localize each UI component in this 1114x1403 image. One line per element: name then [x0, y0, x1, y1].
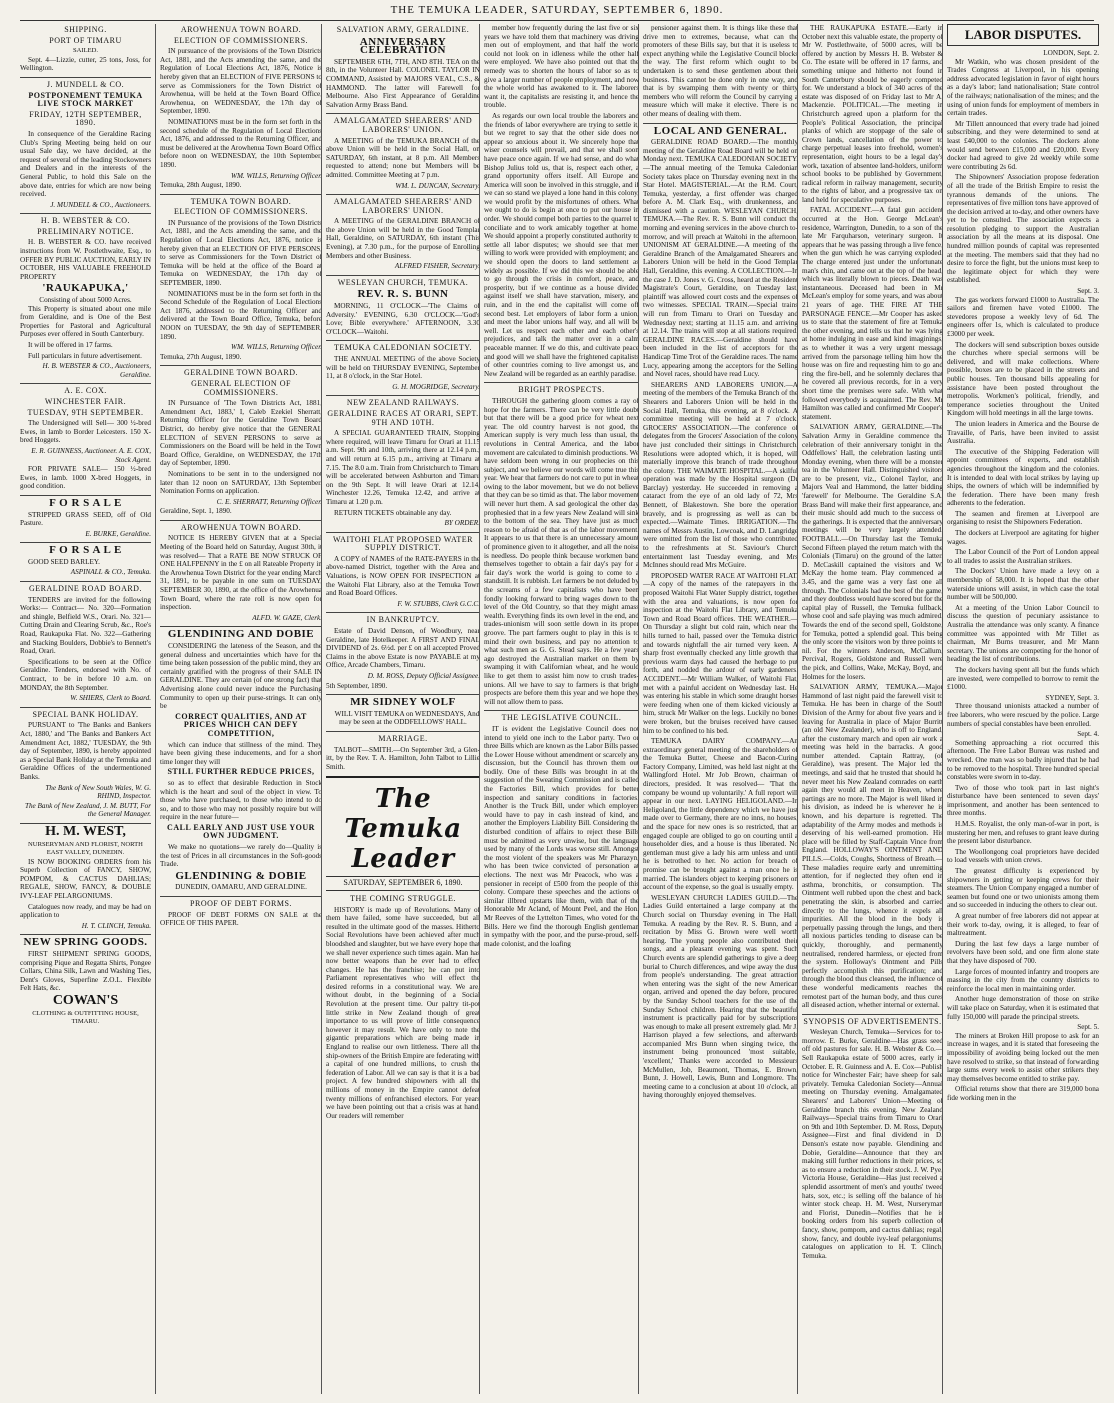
cox-heading: A. E. COX.	[64, 386, 107, 396]
divider	[326, 395, 480, 396]
glendining-correct: CORRECT QUALITIES, AND AT PRICES WHICH CAN DEFY COMPETITION,	[175, 711, 307, 738]
column-3	[321, 24, 480, 1394]
port-heading: PORT OF TIMARU	[49, 35, 122, 45]
wesleyan-heading: WESLEYAN CHURCH, TEMUKA.	[337, 277, 469, 287]
divider	[326, 694, 480, 695]
anniversary-title: ANNIVERSARY CELEBRATION	[359, 35, 447, 57]
divider	[326, 731, 480, 732]
geraldine-body: IN Pursuance of 'The Town Districts Act, 1881, Amendment Act, 1883,' I, Caleb Ezekiel Sherratt, Returning Officer for the Geraldine Town Board District, do hereby give notice that the GENERAL ELECTION of SEVEN PERSONS to serve as Commissioners on the Board will be held in the Town Board Office, Geraldine, on WEDNESDAY, the 17th day of September, 1890.	[160, 399, 322, 468]
for-sale-heading-2: F O R S A L E	[49, 544, 122, 557]
temuka-date: Temuka, 27th August, 1890.	[160, 352, 242, 361]
bankruptcy-date: 5th September, 1890.	[326, 681, 388, 690]
local-body-3: PROPOSED WATER RACE AT WAITOHI FLAT.—A copy of the names of the ratepayers in the proposed Waitohi Flat Water Supply district, together with the area and valuations, is now open for inspection at the Waitohi Flat Library, and Temuka Town and Road Board offices. THE WEATHER.—On Thursday a slight but cold rain, which near the hills turned to hail, passed over the Temuka district and towards nightfall the air turned very keen. A sharp frost eventually checked any little growth that previous warm days had caused the herbage to put forth, and nodded the ardour of early gardeners. ACCIDENT.—Mr William Walker, of Waitohi Flat, met with a painful accident on Wednesday last. He was entering his stable in which some draught horses were feeding when one of them kicked viciously at him, struck Mr Walker on the legs. Luckily no bones were broken, but the bruises received have caused him to be confined to his bed.	[643, 571, 798, 735]
shipping-heading: SHIPPING.	[64, 25, 107, 34]
geraldine-body-2: Nominations to be sent in to the undersigned not later than 12 noon on SATURDAY, 13th September. Nomination Forms on application.	[160, 469, 322, 496]
divider	[326, 612, 480, 613]
labor-body-4: The gas workers forward £1000 to Australia. The sailors and firemen have voted £1000. The stevedores propose a weekly levy of 6d. The engineers offer 1s, which is calculated to produce £3000 per week.	[947, 295, 1099, 338]
glendining-call: CALL EARLY AND JUST USE YOUR OWN JUDGMENT.	[167, 822, 315, 841]
shearers-heading: AMALGAMATED SHEARERS' AND LABORERS' UNION.	[333, 116, 473, 134]
labor-body-5: The dockers will send subscription boxes outside the churches where special sermons will be delivered, and will make collections. Where possible, boxes are to be placed in the streets and public houses. Ten thousand bills appealing for assistance have been posted throughout the metropolis. Workmen's political, friendly, and temperance societies throughout the United Kingdom will hold meetings in all the large towns.	[947, 340, 1099, 418]
mundell-heading: J. MUNDELL & CO.	[46, 79, 125, 89]
column-7	[942, 24, 1099, 1394]
glendining-heading: GLENDINING AND DOBIE	[167, 628, 315, 641]
labor-body-21: During the last few days a large number of revolvers have been sold, and one firm alone state that they have disposed of 700.	[947, 939, 1099, 965]
labor-body-12: At a meeting of the Union Labor Council to discuss the question of pecuniary assistance to Australia the attendance was only scanty. A finance committee was appointed with Mr Tillet as chairman, Mr Burns treasurer, and Mr Mann secretary. The unions are competing for the honor of heading the list of contributions.	[947, 603, 1099, 664]
labor-body-18: The Woollongong coal proprietors have decided to load vessels with union crews.	[947, 847, 1099, 865]
railways-heading: NEW ZEALAND RAILWAYS.	[346, 398, 460, 408]
cowan-heading: COWAN'S	[52, 993, 119, 1008]
private-sale: FOR PRIVATE SALE— 150 ½-bred Ewes, in lamb. 1000 X-bred Hoggets, in good condition.	[20, 465, 151, 491]
local-continued-3: SALVATION ARMY, GERALDINE.—The Salvation Army in Geraldine commence the celebration of their anniversary tonight in the Oddfellows' Hall, the celebration lasting until Monday evening, when there will be a monster tea in the Volunteer Hall. Distinguished visitors are to be present, viz., Colonel Taylor, and Majors Veal and Hammond, the latter bidding 'farewell' for Melbourne. The Geraldine S.A. Brass Band will make their first appearance, and their music should add much to the success of the gatherings. It is expected that the anniversary meetings will be very largely attended. FOOTBALL.—On Thursday last the Temuka Second Fifteen played the return match with the Colonials (Timaru) on the ground of the latter. D. McCaskill captained the visitors and W. McKay the home team. Play commenced at 3.45, and the game was a very fast one all through. The Colonials had the best of the game, and they doubtless would have scored but for the capital play of Russell, the Temuka fullback, whose cool and safe playing was much admired. Towards the end of the second spell, Goldstone, for Temuka, potted a splendid goal. This being the only score the visitors won by three points to nil. For the winners Anderson, McCallum, Percival, Rogers, Goldstone and Russell were the pick, and Collins, Wake, McKay, Boyd, and Holmes for the losers.	[802, 423, 943, 681]
road-board-body-2: Specifications to be seen at the Office Geraldine. Tenders, endorsed with No. of Contract, to be in before 10 a.m. on MONDAY, the 8th September.	[20, 657, 151, 692]
arowhenua-date: Temuka, 28th August, 1890.	[160, 181, 242, 190]
leader-dateline: SATURDAY, SEPTEMBER 6, 1890.	[326, 876, 480, 891]
column-6	[797, 24, 943, 1394]
local-body-5: WESLEYAN CHURCH LADIES GUILD.—The Ladies Guild entertained a large company at the Church social on Thursday evening in The Hall, Temuka. A reading by the Rev. R. S. Bunn, and a recitation by Miss G. Brown were well worth hearing. The young people also contributed their songs, and a pleasant evening was spent. Such Church events are splendid gatherings to give a deep burial to Church differences, and wipe away the dust from people's understanding. The great attraction when entering was the sight of the new American organ, arrived and opened the day before, procured by the Sunday School teachers for the use of the Sunday School children. Hearing that the beautiful instrument is practically paid for by subscriptions was enough to make all present extremely glad. Mr J. Harrison played a few selections, and afterwards accompanied Mrs Bunn when singing twice, the instrument being pronounced 'most suitable,' 'excellent,' Thanks were accorded to Messieurs McMullen, Job, Beaumont, Thomas, E. Brown, Bunn, J. Howell, Lewis, Bunn and Longmore. The meeting came to a conclusion at about 10 o'clock, all having thoroughly enjoyed themselves.	[643, 893, 798, 1100]
geraldine-heading: GERALDINE TOWN BOARD.	[184, 368, 298, 378]
masthead: THE TEMUKA LEADER, SATURDAY, SEPTEMBER 6, 1890.	[20, 4, 1094, 21]
divider	[326, 113, 480, 114]
proof-heading: PROOF OF DEBT FORMS.	[190, 899, 292, 909]
divider	[160, 896, 322, 897]
labor-body-10: The Labor Council of the Port of London appeal to all trades to assist the Australian strikers.	[947, 548, 1099, 565]
local-continued-4: SALVATION ARMY, TEMUKA.—Major Hammond of last night paid the farewell visit to Temuka. He has been in charge of the South Division of the Army for about five years and is leaving for Australia in place of Major Burritt (an old New Zealander), who is off to England, after the customary march and open air work a meeting was held in the barracks. A good number attended. Captain Rattray, (of Geraldine), was present. The Major led the meetings, and said that he trusted that should he never meet his New Zealand comrades on earth again they would all meet in Heaven, where partings are no more. The Major is well liked in his division, as indeed he is wherever he is known, and his departure is regretted. The adaptability of the Army modes and methods is deserving of his well-earned promotion. His place will be filled by Staff-Captain Vince from England. HOLLOWAY'S OINTMENT AND PILLS.—Colds, Coughs, Shortness of Breath.—These maladies require early and unremitting attention, for if neglected they often end in asthma, bronchitis, or consumption. The Ointment well rubbed upon the chest and back, penetrating the skin, is absorbed and carried directly to the lungs, whence it expels all impurities. All the blood in the body is perpetually passing through the lungs, and there all noxious particles tending to disease can be quickly, thoroughly, and permanently neutralised, rendered harmless, or ejected from the system. Holloway's Ointment and Pills perfectly accomplish this purification; and through the blood thus cleansed, the influence of these wonderful medicaments reaches the remotest part of the human body, and thus cures all diseased action, whether internal or external.	[802, 683, 943, 1010]
temuka-election: ELECTION OF COMMISSIONERS.	[173, 207, 309, 217]
glendining-body-2: which can induce that stillness of the mind. They have been giving these inducements, and for a short time longer they will	[160, 740, 322, 766]
caledonian-body: THE ANNUAL MEETING of the above Society will be held on THURSDAY EVENING, September 11, at 8 o'clock, in the Star Hotel.	[326, 355, 480, 381]
local-body-2: SHEARERS AND LABORERS UNION.—A meeting of the members of the Temuka Branch of the Shearers and Laborers Union will be held in the Social Hall, Temuka, this evening, at 8 o'clock. A committee meeting will be held at 7 o'clock. GROCERS' ASSOCIATION.—The conference of delegates from the Grocers' Association of the colony have just concluded their sittings in Christchurch. Resolutions were adopted which, it is hoped, will materially improve this branch of trade throughout the colony. THE WAIMATE HOSPITAL.—A skilful operation was made by the Hospital surgeon (Dr Barclay) yesterday. He succeeded in removing a cataract from the eye of an old lady of 72, Mrs Bennett, of Blakestown. She bore the operation bravely, and is progressing as well as can be expected.—Waimate Times. IRRIGATION.—The names of Messrs Austin, Lowcoak, and D. Langridge were omitted from the list of those who contributed to the refreshments at St. Saviour's Church entertainment last Tuesday evening, and Mrs McInnes should read Mrs McGuire.	[643, 380, 798, 570]
local-general-heading: LOCAL AND GENERAL.	[653, 124, 788, 137]
wesleyan-rev: REV. R. S. BUNN	[357, 288, 449, 301]
divider	[20, 213, 151, 214]
divider	[326, 194, 480, 195]
column-1	[20, 24, 151, 1394]
council-body: IT is evident the Legislative Council does not intend to yield one inch to the Labor party. Two or three Bills which are known as the Labor Bills passed the Lower House without amendment or scarcely any discussion, but the Council has thrown them out bodily. One of these Bills was brought in at the suggestion of the Sweating Commission and is called the Factories Bill, which provides for better inspection and sanitary conditions in factories. Another is the Truck Bill, under which employers would have to pay in cash instead of kind, and another the Employers Liability Bill. Considering the disturbed condition of affairs to reject these Bills must be admitted as very unwise, but the language used by many of the Lords was worse still. Amongst the most violent of the speakers was Mr Pharazyn, who has been twice convicted of personation at elections. The next was Mr Peacock, who was a pensioner in receipt of £500 from the people of this colony. Compare these speeches and the actions of similar illbred upstarts like them, with that of the Honorable Mr Acland, of Mount Peel, and the Hon. Mr Reeves of the Lyttelton Times, who voted for the Bills. Here we find the thorough English gentleman in sympathy with the poor, and the purse-proud, self-made colonist, and the loafing	[484, 724, 639, 948]
shearers-body: A MEETING of the TEMUKA BRANCH of the above Union will be held in the Social Hall, on SATURDAY, 6th instant, at 8 p.m. All Members requested to attend; none but Members will be admitted. Committee Meeting at 7 p.m.	[326, 136, 480, 179]
prospects-body: THROUGH the gathering gloom comes a ray of hope for the farmers. There can be very little doubt but that there will be a good price for wheat next year. The old country harvest is not good, the American supply is very much less than usual, the revolutions in Central America, and the labor movement are calculated to diminish productions. We have seldom been wrong in our prophecies on this subject, and we believe our words will come true this year. We hear that farmers do not care to put in wheat owing to the labor movement, but we do not believe that they can be so timid as that. The labor movement will never hurt them. A sad geological the other day prophesied that in a few years New Zealand will sink to the bottom of the sea. They have just as much reason to be afraid of that as of the labor movement. It appears to us that there is an unnecessary amount of prominence given to it altogether, and all the noise is needless. Do people think because workmen band themselves together to obtain a fair day's pay for a fair day's work the world is going to come to a standstill. It is rubbish. Let farmers be not deluded by the screams of a few capitalists who have been fondly looking forward to bring wages down to the level of the Old Country, so that they might amass wealth. Everything finds its own level in the end, and trades-unionism will soon settle down in its proper groove. The part farmers ought to play in this is to mind their own business, and pay no attention to what such men as G. G. Stead says. He a few years ago destroyed the Australian market on them by swamping it with Californian wheat, and he would like to get them to assist him now to crush trades-unions. All we have to say to farmers is that bright prospects are before them this year and we hope they will not allow them to pass.	[484, 396, 639, 706]
labor-disputes-heading: LABOR DISPUTES.	[947, 24, 1099, 46]
railways-body-2: RETURN TICKETS obtainable any day.	[334, 508, 452, 517]
shearers-signature: WM. L. DUNCAN, Secretary.	[395, 181, 480, 190]
editorial-body-2: As regards our own local trouble the laborers and the friends of labor everywhere are trying to settle it, but we regret to say that the other side does not appear so anxious about it. We sincerely hope that wiser counsels will prevail, and that we shall soon have peace once again. If we had sense, and do what Bishop Julius told us, that is, respect each other, a grand opportunity offers itself. All Europe and America will soon be involved in this struggle, and if we can so stand we played a lone hand in this colony, we would profit by the misfortunes of others. What we ought to do is begin at once to put our house in order. We should compel both parties to the quarrel to conciliate and to work amicably together at home. We should appoint a properly constituted authority to settle all labor disputes; we should see that men willing to work were provided with employment; and we should open the doors to land settlement as widely as possible. If we did this we should be able to go through the crisis in comfort, peace, and prosperity, but if we continue as a house divided against itself we shall have starvation, misery, and ruin, and in the end the capitalist will come off second best. Let employers of labor form a union, and meet the labor unions half way, and all will be well. Let us respect each other and each other's prejudices, and talk the matter over in a calm peaceable manner. If we do this, and cultivate peace and good will we shall have the frightened capitalists of other countries coming to live amongst us, and New Zealand will be regarded as an earthly paradise.	[484, 111, 639, 378]
for-sale-signature: E. BURKE, Geraldine.	[85, 529, 151, 538]
temuka-body-2: NOMINATIONS must be in the form set forth in the Second Schedule of the Regulation of Local Elections Act 1876, addressed to the Returning Officer and delivered at the Town Board Office, Temuka, before NOON on TUESDAY, the 9th day of SEPTEMBER, 1890.	[160, 289, 322, 341]
labor-body-15: Something approaching a riot occurred this afternoon. The Free Labor Bureau was rushed and wrecked. One man was so badly injured that he had to be removed to the hospital. Three hundred special constables were sworn in to-day.	[947, 738, 1099, 782]
arowhenua-body-2: NOMINATIONS must be in the form set forth in the second schedule of the Regulation of Local Elections Act, 1876, and addressed to the Returning Officer, and must be delivered at the Arowhenua Town Board Office before noon on WEDNESDAY, the 10th September, 1890.	[160, 117, 322, 169]
railways-body: A SPECIAL GUARANTEED TRAIN, Stopping where required, will leave Timaru for Orari at 11.15 a.m. Sept. 9th and 10th, arriving there at 12.14 p.m.; and will return at 6.15 p.m., arriving at Timaru at 7.15. The 8.0 a.m. Train from Christchurch to Timaru will be accelerated between Ashburton and Timaru on the 9th Sept. It will leave Orari at 12.14, Winchester 12.26, Temuka 12.42, and arrive at Timaru at 1.20 p.m.	[326, 429, 480, 506]
labor-body-2: Mr Tillett announced that every trade had joined subscribing, and they were determined to send at least £40,000 to the colonies. The dockers alone would send between £15,000 and £20,000. Every docker had agreed to give 2d weekly while some were contributing 2s 6d.	[947, 119, 1099, 171]
wesleyan-body: MORNING, 11 O'CLOCK—'The Claims of Adversity.' EVENING, 6.30 O'CLOCK—'God's Love; Bible everywhere.' AFTERNOON, 3.30 O'CLOCK—Waitohi.	[326, 302, 480, 336]
preliminary-body-2: This Property is situated about one mile from Geraldine, and is One of the Best Properties for Pastoral and Agricultural Purposes ever offered in South Canterbury.	[20, 304, 151, 339]
wolf-heading: MR SIDNEY WOLF	[350, 696, 456, 709]
divider	[20, 77, 151, 78]
raukapuka-title: 'RAUKAPUKA,'	[42, 282, 129, 295]
arowhenua-rate-body: NOTICE IS HEREBY GIVEN that at a Special Meeting of the Board held on Saturday, August 30th, it was resolved— That a RATE BE NOW STRUCK OF ONE HALFPENNY in the £ on all Rateable Property in the Arowhenua Town District for the year ending March 31, 1891, to be payable in one sum on TUESDAY, SEPTEMBER 30, 1890, at the office of the Arowhenua Town Board, where the rate roll is now open for inspection.	[160, 534, 322, 612]
sept3-dateline: Sept. 3.	[1077, 287, 1099, 296]
for-sale-body: STRIPPED GRASS SEED, off of Old Pasture.	[20, 510, 151, 528]
labor-body-24: The miners at Broken Hill propose to ask for an increase in wages, and it is stated that foreseeing the impossibility of avoiding being locked out the men have resolved to strike, so that instead of forwarding large sums every week to assist other strikers they may themselves become entitled to strike pay.	[947, 1031, 1099, 1083]
winchester-date: TUESDAY, 9TH SEPTEMBER.	[27, 407, 144, 417]
preliminary-heading: PRELIMINARY NOTICE.	[37, 226, 134, 236]
webster-heading: H. B. WEBSTER & CO.	[40, 216, 131, 226]
glendining-body: CONSIDERING the lateness of the Season, and the general dulness and uncertainties which have for the time being taken possession of the public mind, they are certainly gratified with the progress of their SALE IN GERALDINE. They are certain (of one strong fact) that Advertising alone could never induce the Purchasing Community to open up their purse-strings. It can only be	[160, 642, 322, 711]
labor-body-11: The Dockers' Union have made a levy on a membership of 58,000. It is hoped that the other waterside unions will assist, in which case the total number will be 500,000.	[947, 567, 1099, 602]
shearers-2-body: A MEETING of the GERALDINE BRANCH of the above Union will be held in the Good Templar Hall, Geraldine, on SATURDAY, 6th instant (This Evening), at 7.30 p.m., for the purpose of Enrolling Members and other Business.	[326, 217, 480, 260]
postponement-heading: POSTPONEMENT TEMUKA LIVE STOCK MARKET	[28, 90, 143, 109]
postponement-date: FRIDAY, 12TH SEPTEMBER, 1890.	[29, 109, 142, 128]
divider	[20, 542, 151, 543]
road-board-heading: GERALDINE ROAD BOARD.	[29, 584, 142, 594]
labor-body-8: The seamen and firemen at Liverpool are organising to resist the Shipowners Federation.	[947, 509, 1099, 527]
temuka-signature: WM. WILLS, Returning Officer.	[230, 343, 322, 352]
labor-body-3: The Shipowners' Association propose federation of all the trade of the British Empire to resist the tyrannous demands of the unions. The representatives of five million tons have approved of the decision arrived at to-day, and other owners have yet to be consulted. The association expects a resolution pledging to support the Australian association by all the means at its disposal. One hundred million pounds of capital was represented at the meeting. The members said that they had no desire to force the fight, but the unions must keep to the legitimate object for which they were established.	[947, 173, 1099, 285]
editorial-body: member how frequently during the last five or six years we have told them that machinery was driving men out of employment, and that half the world could not look on in idleness while the other half were employed. We have also pointed out that the remedy was to shorten the hours of labor so as to give a larger number of people employment, and now the whole world has awakened to it. The laborers want it, the capitalists are resisting it, and hence the trouble.	[484, 24, 639, 110]
bankruptcy-heading: IN BANKRUPTCY.	[366, 615, 440, 625]
road-board-body: TENDERS are invited for the following Works:— Contract— No. 320—Formation and shingle, Belfield W.S., Orari. No. 321—Cutting Drain and Clearing Scrub, &c., Roe's Road, Raukapuka Flat. No. 322—Gathering and Stacking Boulders, Dobbie's to Bennett's Road, Orari.	[20, 595, 151, 656]
bankruptcy-body: Estate of David Denson, of Woodbury, near Geraldine, late Hotelkeeper. A FIRST AND FINAL DIVIDEND of 2s. 6½d. per £ on all accepted Proved Claims in the above Estate is now PAYABLE at my Office, Arcade Chambers, Timaru.	[326, 627, 480, 670]
bank-holiday-heading: SPECIAL BANK HOLIDAY.	[32, 709, 139, 719]
postponement-body: In consequence of the Geraldine Racing Club's Spring Meeting being held on our usual Sale day, we have decided, at the request of several of the leading Stockowners and Dealers and in the interests of the General Public, to hold this Sale on the above date, entries for which are now being received.	[20, 129, 151, 199]
salvation-body: SEPTEMBER 6TH, 7TH, AND 8TH. TEA on the 8th, in the Volunteer Hall. COLONEL TAYLOR IN COMMAND, Assisted by MAJORS VEAL, C.S., & HAMMOND. The latter will Farewell for Melbourne. Also First Appearance of Geraldine Salvation Army Brass Band.	[326, 57, 480, 109]
salvation-heading: SALVATION ARMY, GERALDINE.	[336, 25, 470, 34]
winchester-body: The Undersigned will Sell— 300 ½-bred Ewes, in lamb to Border Leicesters. 150 X-bred Hoggets.	[20, 419, 151, 445]
shearers-2-heading: AMALGAMATED SHEARERS' AND LABORERS' UNION.	[333, 197, 473, 215]
prospects-heading: BRIGHT PROSPECTS.	[518, 385, 605, 395]
spring-goods-heading: NEW SPRING GOODS.	[23, 936, 148, 949]
caledonian-signature: G. H. MOGRIDGE, Secretary.	[392, 382, 480, 391]
council-continued: pensioner against them. It is things like these that drive men to extremes, because, what can the promoters of these Bills say, but that it is useless to expect anything while the Legislative Council blocks the way. The first reform which ought to be undertaken is to send these gentlemen about their business. This cannot be done only in one way, and that is by swamping them with twenty or thirty members who will reform the Council by carrying a measure which will make it elective. There is no other means of dealing with them.	[643, 24, 798, 118]
preliminary-body-4: Full particulars in future advertisement.	[28, 351, 142, 360]
divider	[484, 710, 639, 711]
bank-holiday-body: PURSUANT to 'The Banks and Bankers Act, 1880,' and 'The Banks and Bankers Act Amendment Act, 1882,' TUESDAY, the 9th day of September, 1890, is hereby appointed as a Special Bank Holiday at the Temuka and Geraldine Offices of the undermentioned Banks.	[20, 721, 151, 781]
synopsis-body: Wesleyan Church, Temuka—Services for to-morrow. E. Burke, Geraldine—Has grass seed off old pastures for sale. H. B. Webster & Co.—Sell Raukapuka estate of 5000 acres, early in October. E. R. Guinness and A. E. Cox—Publish notice for Winchester Fair; have sheep for sale privately. Temuka Caledonian Society—Annual meeting on Thursday evening. Amalgamated Shearers' and Laborers' Union—Meeting of Geraldine branch this evening. New Zealand Railways—Special trains from Timaru to Orari on 9th and 10th September. D. M. Ross, Deputy Assignee—First and final dividend in D. Denson's estate now payable. Glendining and Dobie, Geraldine—Announce that they are making still further reductions in their prices, so as to ensure a reduction in their stock. J. W. Pye, Victoria House, Geraldine—Has just received a splendid assortment of men's and youths' tweed hats, sox, etc.; is selling off the balance of his winter stock cheap. H. M. West, Nurseryman and Florist, Dunedin—Notifies that he is booking orders from his superb collection of fancy, show, pompom, and cactus dahlias; regal, show, fancy, and double ivy-leaf pelargoniums; catalogues on application to H. T. Clinch, Temuka.	[802, 1028, 943, 1260]
arowhenua-body: IN pursuance of the provisions of the Town Districts Act, 1881, and the Acts amending the same, and the Regulation of Local Elections Act, 1876, Notice is hereby given that an ELECTION of FIVE PERSONS to serve as Commissioners for the Town District of Arowhenua, will be held at the Town Board Office, Arowhenua, on WEDNESDAY, the 17th day of September, 1890.	[160, 47, 322, 116]
winchester-signature: E. R. GUINNESS, Auctioneer. A. E. COX, Stock Agent.	[31, 446, 151, 464]
postponement-signature: J. MUNDELL & CO., Auctioneers.	[50, 200, 151, 209]
synopsis-heading: SYNOPSIS OF ADVERTISEMENTS.	[803, 1016, 942, 1026]
spring-goods-body: FIRST SHIPMENT SPRING GOODS, comprising Pique and Regatta Shirts, Pongee Collars, China Silk, Lawn and Washing Ties, Dent's Gloves, Superfine Z.O.L. Flexible Felt Hats, &c.	[20, 950, 151, 993]
sailed-label: SAILED.	[72, 47, 99, 55]
arowhenua-rate-signature: ALFD. W. GAZE, Clerk.	[252, 613, 322, 622]
arowhenua-rate-heading: AROWHENUA TOWN BOARD.	[180, 522, 302, 532]
local-body: GERALDINE ROAD BOARD.—The monthly meeting of the Geraldine Road Board will be held on Monday next. TEMUKA CALEDONIAN SOCIETY.—The annual meeting of the Temuka Caledonian Society takes place on Thursday evening next in the Star Hotel. MAGISTERIAL.—At the R.M. Court, Temuka, yesterday, a first offender was charged before A. M. Clark Esq., with drunkenness, and dismissed with a caution. WESLEYAN CHURCH, TEMUKA.—The Rev. R. S. Bunn will conduct the morning and evening services in the above church to-morrow, and will preach at Waitohi in the afternoon. UNIONISM AT GERALDINE.—A meeting of the Geraldine Branch of the Amalgamated Shearers and Laborers Union will be held in the Good Templar Hall, Geraldine, this evening. A COLLECTION.—In the case J. D. Jones v. G. Cross, heard at the Resident Magistrate's Court, Geraldine, on Tuesday last, plaintiff was allowed court costs and the expenses of two witnesses. SPECIAL TRAIN.—Special trains will run from Timaru to Orari on Tuesday and Wednesday next; starting at 11.15 a.m. and arriving at 12.14. The trains will stop at all stations required. GERALDINE RACES.—Geraldine should have been included in the list of acceptors for the Handicap Time Trot of the Geraldine races. The name Lucy, appearing among the acceptors for the Selling and Novel races, should have read Lucy.	[643, 138, 798, 379]
temuka-body: IN Pursuance of the provisions of the Town Districts Act, 1881, and the Acts amending the same, and the Regulation of Local Elections Act, 1876, notice is hereby given that an ELECTION OF FIVE PERSONS, to serve as Commissioners for the Town District of Temuka will be held at the office of the Board at Temuka on WEDNESDAY, the 17th day of SEPTEMBER, 1890.	[160, 218, 322, 288]
labor-body-25: Official returns show that there are 319,000 bona fide working men in the	[947, 1085, 1099, 1102]
preliminary-signature: H. B. WEBSTER & CO., Auctioneers, Geraldine.	[42, 362, 151, 379]
wolf-body: WILL VISIT TEMUKA on WEDNESDAYS, And may be seen at the ODDFELLOWS' HALL.	[334, 709, 480, 727]
for-sale-body-2: GOOD SEED BARLEY.	[28, 557, 100, 566]
divider	[326, 340, 480, 341]
labor-body-13: The dockers having spent all but the funds which are invested, were compelled to borrow to remit the £1000.	[947, 665, 1099, 692]
bank-nsw-signature: The Bank of New South Wales, W. G. RHIND, Inspector.	[45, 783, 151, 801]
column-4	[479, 24, 639, 1394]
divider	[20, 383, 151, 384]
for-sale-signature-2: ASPINALL & CO., Temuka.	[70, 568, 151, 577]
west-signature: H. T. CLINCH, Temuka.	[81, 921, 151, 930]
labor-body-9: The dockers at Liverpool are agitating for higher wages.	[947, 529, 1099, 546]
winchester-heading: WINCHESTER FAIR.	[44, 396, 127, 406]
arowhenua-signature: WM. WILLS, Returning Officer.	[230, 171, 322, 180]
local-body-4: TEMUKA DAIRY COMPANY.—An extraordinary general meeting of the shareholders of the Temuka Butter, Cheese and Bacon-Curing Factory Company, Limited, was held last night at the Wallingford Hotel. Mr Job Brown, chairman of directors, presided. It was resolved— 'That the company be wound up voluntarily.' A full report will appear in our next. LAYING HELIGOLAND.—In Heligoland, the little dependency which we have just made over to Germany, there are no inns, no houses, and the space for new ones is so restricted, that an engaged couple are obliged to go on courting until a householder dies, and a house is thus liberated. No gentleman must give a lady his arm unless and until he is betrothed to her. No action for breach of promise can be brought against a man once he is married. The islanders object to keeping prisoners on account of the expense, so the goal is usually empty.	[643, 737, 798, 892]
sept4-dateline: Sept. 4.	[1077, 730, 1099, 739]
divider	[20, 934, 151, 935]
divider	[160, 520, 322, 521]
cowan-subtitle: CLOTHING & OUTFITTING HOUSE, TIMARU.	[32, 1009, 139, 1026]
divider	[20, 707, 151, 708]
marriage-heading: MARRIAGE.	[378, 733, 428, 743]
divider	[326, 275, 480, 276]
temuka-heading: TEMUKA TOWN BOARD.	[190, 196, 292, 206]
preliminary-body: H. B. WEBSTER & CO. have received instructions from W. Postlethwaite, Esq., to OFFER BY PUBLIC AUCTION, EARLY IN OCTOBER, HIS VALUABLE FREEHOLD PROPERTY	[20, 238, 151, 281]
newspaper-title: The Temuka Leader	[344, 784, 462, 875]
divider	[643, 123, 798, 124]
labor-body: Mr Watkin, who was chosen president of the Trades Congress at Liverpool, in his opening address advocated legislation in favor of eight hours as a day's labor; land nationalisation; State control of the railways; nationalisation of the mines; and the using of union funds for employment of members in certain trades.	[947, 57, 1099, 118]
arowhenua-heading: AROWHENUA TOWN BOARD.	[180, 25, 302, 34]
labor-body-20: A great number of free laborers did not appear at their work to-day, owing, it is alleged, to fear of maltreatment.	[947, 912, 1099, 938]
west-subtitle: NURSERYMAN AND FLORIST, NORTH EAST VALLEY, DUNEDIN.	[28, 840, 143, 857]
divider	[20, 581, 151, 582]
council-heading: THE LEGISLATIVE COUNCIL.	[501, 713, 622, 723]
labor-body-7: The executive of the Shipping Federation will appoint committees of experts, and establish agencies throughout the kingdom and the colonies. It is intended to deal with local strikes by laying up ships, the owners of which will be indemnified by the federation. There have been many fresh adherents to the federation.	[947, 447, 1099, 508]
waitohi-body: A COPY of NAMES of the RATE-PAYERS in the above-named District, together with the Area and Valuations, is NOW OPEN FOR INSPECTION at the Waitohi Flat Library, also at the Temuka Town and Road Board Offices.	[326, 554, 480, 598]
geraldine-signature: C. E. SHERRATT, Returning Officer.	[216, 497, 322, 506]
labor-body-6: The union leaders in America and the Bourse de Travaille, of Paris, have been invited to assist Australia.	[947, 419, 1099, 446]
glendining-still: STILL FURTHER REDUCE PRICES,	[167, 767, 315, 777]
labor-body-23: Another huge demonstration of those on strike will take place on Saturday, when it is estimated that fully 150,000 will parade the principal streets.	[947, 995, 1099, 1021]
waitohi-signature: F. W. STUBBS, Clerk G.C.C.	[397, 599, 480, 608]
shearers-2-signature: ALFRED FISHER, Secretary.	[394, 262, 480, 271]
sept5-dateline: Sept. 5.	[1077, 1023, 1099, 1032]
geraldine-date: Geraldine, Sept. 1, 1890.	[160, 507, 232, 516]
column-2	[155, 24, 322, 1394]
divider	[160, 365, 322, 366]
west-body: IS NOW BOOKING ORDERS from his Superb Collection of FANCY, SHOW, POMPOM, & CACTUS DAHLIAS; REGALE, SHOW, FANCY, & DOUBLE IVY-LEAF PELARGONIUMS.	[20, 857, 151, 901]
struggle-body: HISTORY is made up of Revolutions. Many of them have failed, some have succeeded, but all resulted in the ultimate good of the masses. Hitherto Social Revolutions have been achieved after much bloodshed and slaughter, but we have every hope that we shall never experience such times again. Man has now better weapons than he ever had to effect changes. He has the franchise; he can put into Parliament representatives who will effect the desired reforms in a constitutional way. We are, without doubt, in the beginning of a Social Revolution at the present time. Our paltry tit-pot little strike in New Zealand though of great importance to us will prove of little consequence however it may result. We have only to note the gigantic preparations which are being made in England to realise our own littleness. There all the ship-owners of the British Empire are federating with a capital of one hundred millions, to crush the federation of Labor. All we can say is that it is a bad project. A few hundred shipowners with all the millions of money in the Empire cannot defeat twenty millions of enfranchised electors. For years we have been pointing out that a crisis was at hand. Our readers will remember	[326, 905, 480, 1120]
labor-body-14: Three thousand unionists attacked a number of free laborers, who were rescued by the police. Large numbers of special constables have been enrolled.	[947, 702, 1099, 728]
preliminary-body-3: It will be offered in 17 farms.	[28, 341, 113, 349]
road-board-signature: W. SHIERS, Clerk to Board.	[70, 694, 151, 703]
railways-subtitle: GERALDINE RACES AT ORARI, SEPT. 9TH AND 10TH.	[327, 408, 479, 427]
glendining-subtitle: DUNEDIN, OAMARU, AND GERALDINE.	[175, 883, 307, 892]
railways-signature: BY ORDER.	[444, 519, 480, 528]
glendining-body-3: so as to effect that desirable Reduction in Stock which is the heart and soul of the object in view. To those who have purchased, to those who intend to do so, and to those who may not possibly require but will require in the near future—	[160, 778, 322, 822]
divider	[326, 532, 480, 533]
divider	[326, 776, 480, 778]
bank-nz-signature: The Bank of New Zealand, J. M. BUTT, For the General Manager.	[24, 801, 151, 819]
struggle-heading: THE COMING STRUGGLE.	[350, 893, 456, 903]
glendining-signature: GLENDINING & DOBIE	[175, 869, 307, 882]
geraldine-election: GENERAL ELECTION OF COMMISSIONERS.	[191, 378, 291, 397]
bankruptcy-signature: D. M. ROSS, Deputy Official Assignee.	[367, 672, 480, 680]
west-heading: H. M. WEST,	[45, 823, 126, 839]
glendining-body-4: We make no quotations—we rarely do—Quality is the test of Prices in all circumstances in the Soft-goods Trade.	[160, 843, 322, 869]
london-dateline: LONDON, Sept. 2.	[1043, 49, 1099, 57]
labor-body-16: Two of those who took part in last night's disturbance have been sentenced to seven days' imprisonment, and another has been sentenced to three months.	[947, 783, 1099, 818]
divider	[802, 1014, 943, 1015]
divider	[160, 626, 322, 627]
divider	[20, 495, 151, 496]
waitohi-heading: WAITOHI FLAT PROPOSED WATER SUPPLY DISTRICT.	[333, 534, 473, 553]
divider	[160, 194, 322, 195]
labor-body-22: Large forces of mounted infantry and troopers are massing in the city from the country districts to reinforce the local men in maintaining order.	[947, 967, 1099, 993]
labor-body-19: The greatest difficulty is experienced by shipowners in getting or keeping crews for their steamers. The Union Company engaged a number of seamen but found one or two unionists among them and so succeeded in inducing the others to clear out.	[947, 867, 1099, 910]
proof-body: PROOF OF DEBT FORMS ON SALE at the OFFICE OF THIS PAPER.	[160, 910, 322, 928]
sydney-dateline: SYDNEY, Sept. 3.	[1045, 693, 1099, 702]
sailing-text: Sept. 4—Lizzie, cutter, 25 tons, Joss, for Wellington.	[20, 55, 151, 73]
local-continued-2: FATAL ACCIDENT.—A fatal gun accident occurred at the Hon. George McLean's residence, Warrington, Dunedin, to a son of the late Mr Farquharson, veterinary surgeon. It appears that he was passing through a live fence, when the gun which he was carrying exploded. The charge entered just under the unfortunate man's chin, and came out at the top of the head, which was literally blown to pieces. Death was instantaneous. Deceased had been in Mr McLean's employ for some years, and was about 21 years of age. THE FIRE AT THE PARSONAGE FENCE.—Mr Cooper has asked us to state that the statement of fire at Temuka the other evening, and tells us that he was lying at home indulging in ease and kind imaginings, as to whether it was a very urgent message arrived from the parsonage telling him how the house was on fire and requesting him to go and ring the fire-bell, and he solemnly declares that he covered all previous records, for in a very short time the premises were safe. With what followed everybody is acquainted. The Rev. Mr Hamilton was called and confirmed Mr Cooper's statement.	[802, 206, 943, 421]
raukapuka-subtitle: Consisting of about 5000 Acres.	[39, 296, 132, 305]
column-5	[638, 24, 798, 1394]
arowhenua-election: ELECTION OF COMMISSIONERS.	[173, 35, 309, 45]
caledonian-heading: TEMUKA CALEDONIAN SOCIETY.	[334, 343, 472, 353]
marriage-body: TALBOT—SMITH.—On September 3rd, a Glen-itt, by the Rev. T. A. Hamilton, John Talbot to Lillie Smith.	[326, 745, 480, 771]
labor-body-17: H.M.S. Royalist, the only man-of-war in port, is mustering her men, and refuses to grant leave during the present labor disturbance.	[947, 820, 1099, 846]
for-sale-heading: F O R S A L E	[49, 496, 122, 509]
local-continued: THE RAUKAPUKA ESTATE.—Early in October next this valuable estate, the property of Mr W. Postlethwaite, of 5000 acres, will be offered by auction by Messrs H. B. Webster & Co. The estate will be offered in 17 farms, and something unique and hitherto not found in South Canterbury should be eagerly competed for. We understand a block of 340 acres of the estate was disposed of on Friday last to Mr A. Mackenzie. POLITICAL.—The meeting in Christchurch agreed upon a platform for the People's Political Association, the principal planks of which are stoppage of the sale of Crown lands, cancellation of the power to charge perpetual leases into freehold, women's representation, eight hours to be a legal day's work, taxation of absentee land-holders, uniform school books to be published by Government, radical reform in railway management, security to the rights of labor, and a progressive tax on land held for speculative purposes.	[802, 24, 943, 204]
west-body-2: Catalogues now ready, and may be had on application to	[20, 902, 151, 920]
divider	[484, 382, 639, 383]
